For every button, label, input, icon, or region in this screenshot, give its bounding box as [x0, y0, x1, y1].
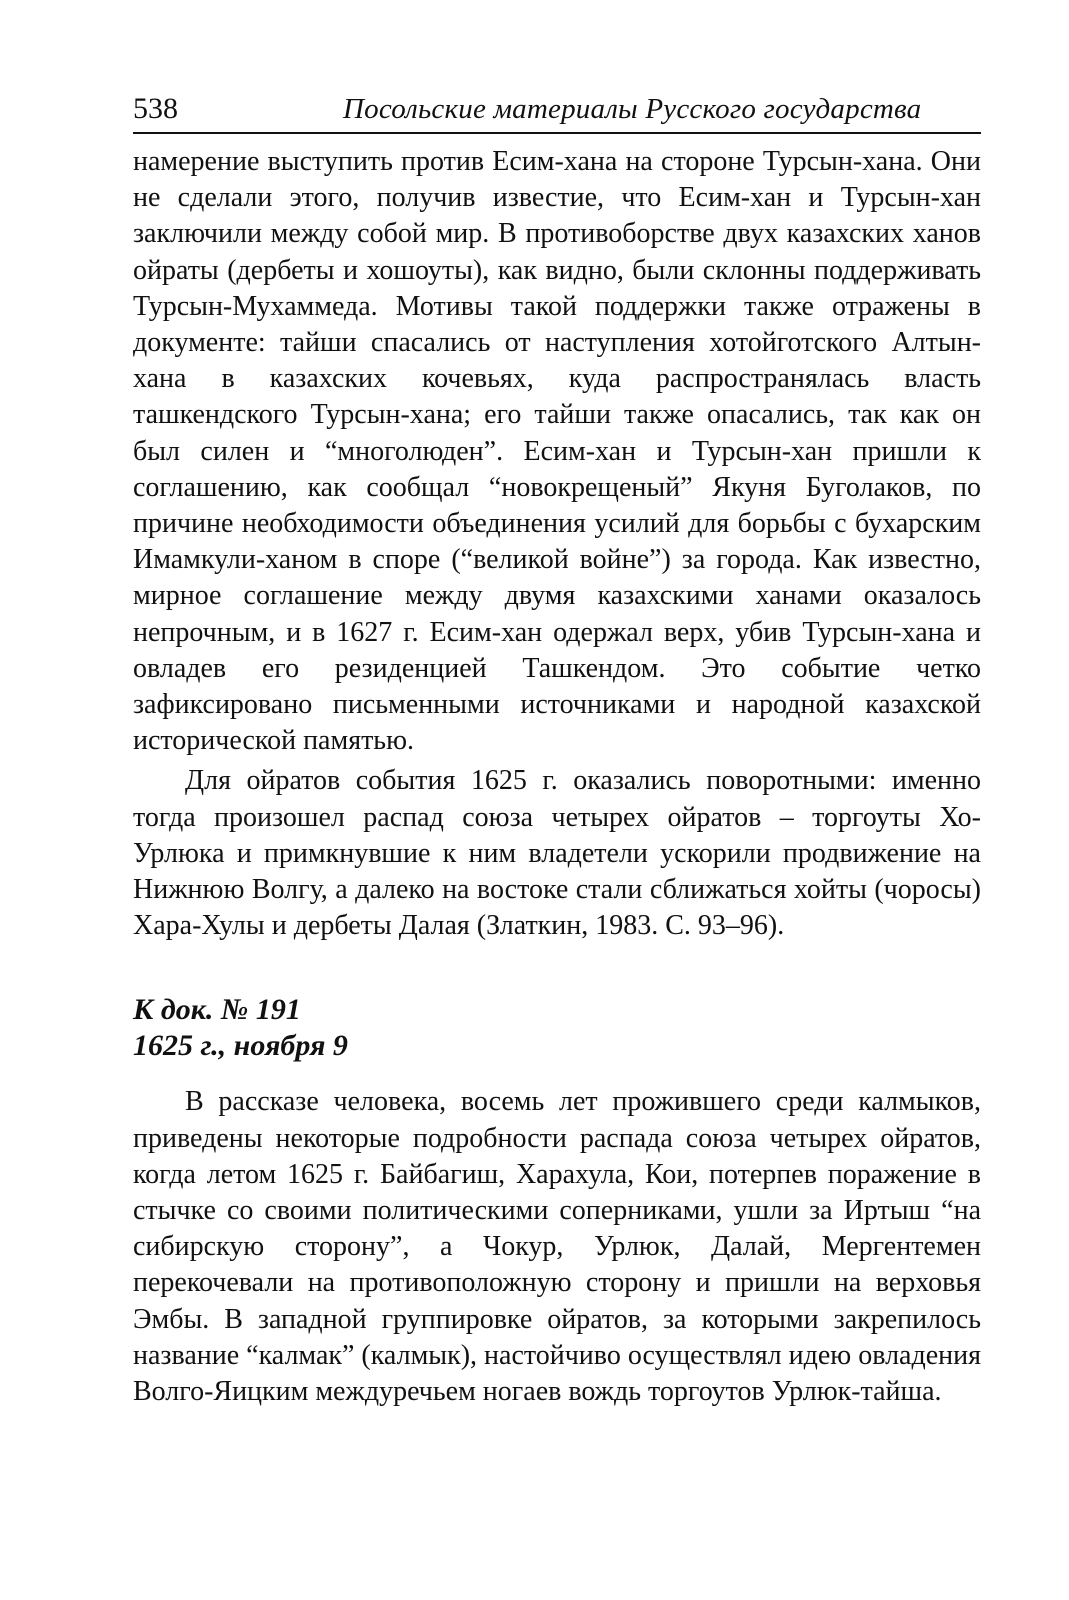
paragraph-oirats: Для ойратов события 1625 г. оказались поворотными: именно тогда произошел распад союза четырех ойратов – торгоуты Хо-Урлюка и примкнувшие к ним владетели ускорили продвижение на Нижнюю Волгу, а далеко на востоке стали сближаться хойты (чоросы) Хара-Хулы и дербеты Далая (Златкин, 1983. С. 93–96).	[133, 765, 981, 942]
document-date: 1625 г., ноября 9	[133, 1029, 348, 1063]
page-number: 538	[133, 92, 178, 125]
running-title: Посольские материалы Русского государства	[343, 93, 922, 125]
body-text	[133, 144, 981, 1410]
section-heading	[133, 992, 981, 1064]
running-header	[133, 88, 981, 134]
book-page	[133, 88, 981, 1410]
paragraph-commentary: В рассказе человека, восемь лет прожившего среди калмыков, приведены некоторые подробности распада союза четырех ойратов, когда летом 1625 г. Байбагиш, Харахула, Кои, потерпев поражение в стычке со своими политическими соперниками, ушли за Иртыш “на сибирскую сторону”, а Чокур, Урлюк, Далай, Мергентемен перекочевали на противоположную сторону и пришли на верховья Эмбы. В западной группировке ойратов, за которыми закрепилось название “калмак” (калмык), настойчиво осуществлял идею овладения Волго-Яицким междуречьем ногаев вождь торгоутов Урлюк-тайша.	[133, 1086, 981, 1408]
document-reference: К док. № 191	[133, 993, 301, 1027]
paragraph-continued: намерение выступить против Есим-хана на стороне Турсын-хана. Они не сделали этого, получив известие, что Есим-хан и Турсын-хан заключили между собой мир. В противоборстве двух казахских ханов ойраты (дербеты и хошоуты), как видно, были склонны поддерживать Турсын-Мухаммеда. Мотивы такой поддержки также отражены в документе: тайши спасались от наступления хотойготского Алтын-хана в казахских кочевьях, куда распространялась власть ташкендского Турсын-хана; его тайши также опасались, так как он был силен и “многолюден”. Есим-хан и Турсын-хан пришли к соглашению, как сообщал “новокрещеный” Якуня Буголаков, по причине необходимости объединения усилий для борьбы с бухарским Имамкули-ханом в споре (“великой войне”) за города. Как известно, мирное соглашение между двумя казахскими ханами оказалось непрочным, и в 1627 г. Есим-хан одержал верх, убив Турсын-хана и овладев его резиденцией Ташкендом. Это событие четко зафиксировано письменными источниками и народной казахской исторической памятью.	[133, 146, 981, 757]
